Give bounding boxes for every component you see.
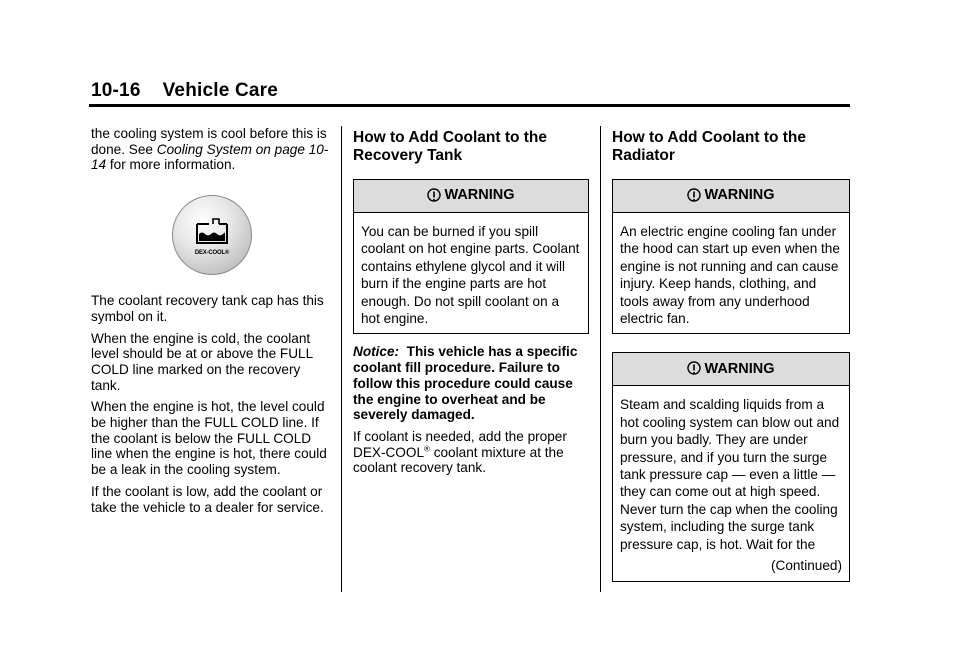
- header-rule: [89, 104, 850, 107]
- continued-label: (Continued): [770, 558, 842, 574]
- notice-label: Notice:: [353, 344, 400, 360]
- paragraph: When the engine is cold, the coolant level should be at or above the FULL COLD line marked on the recovery tank.: [91, 330, 313, 393]
- paragraph: The coolant recovery tank cap has this symbol on it.: [91, 293, 324, 324]
- paragraph: If the coolant is low, add the coolant or take the vehicle to a dealer for service.: [91, 483, 324, 515]
- warning-body: [354, 213, 588, 333]
- warning-label: WARNING: [444, 187, 515, 204]
- cross-reference-link[interactable]: Cooling System on page 10-14: [91, 141, 329, 173]
- dex-cool-symbol: [172, 195, 252, 275]
- warning-icon: [427, 188, 441, 204]
- section-heading: How to Add Coolant to the Radiator: [612, 129, 806, 164]
- column-3: [612, 126, 850, 592]
- warning-label: WARNING: [704, 360, 775, 377]
- warning-text: You can be burned if you spill coolant on hot engine parts. Coolant contains ethylene glycol and it will burn if the engine parts are hot enough. Do not spill coolant on a hot engine.: [361, 224, 580, 327]
- paragraph: If coolant is needed, add the proper DEX-COOL® coolant mixture at the coolant recovery tank.: [353, 428, 567, 476]
- warning-header: [613, 353, 849, 386]
- warning-header: [613, 180, 849, 213]
- page-number: 10-16: [91, 80, 141, 101]
- coolant-tank-icon: [173, 196, 251, 274]
- notice-paragraph: [353, 344, 589, 423]
- warning-box: [353, 179, 589, 334]
- column-1: [91, 126, 333, 521]
- page-header: [91, 80, 278, 102]
- warning-text: Steam and scalding liquids from a hot cooling system can blow out and burn you badly. They are under pressure, and if you turn the surge tank pressure cap — even a little — they can come out at high speed. Never turn the cap when the cooling system, including the surge tank pressure cap, is hot. Wait for the: [620, 397, 840, 552]
- warning-label: WARNING: [704, 187, 775, 204]
- paragraph: the cooling system is cool before this is done. See Cooling System on page 10-14 for more information.: [91, 126, 329, 173]
- section-heading: How to Add Coolant to the Recovery Tank: [353, 129, 547, 164]
- notice-text: This vehicle has a specific coolant fill procedure. Failure to follow this procedure could cause the engine to overheat and be severely damaged.: [353, 344, 578, 423]
- warning-icon: [687, 361, 701, 377]
- warning-body: [613, 386, 849, 580]
- warning-box: [612, 352, 850, 581]
- warning-header: [354, 180, 588, 213]
- column-divider: [341, 126, 342, 592]
- warning-box: [612, 179, 850, 334]
- column-2: [353, 126, 589, 482]
- warning-body: [613, 213, 849, 333]
- column-divider: [600, 126, 601, 592]
- symbol-label: DEX-COOL®: [194, 250, 230, 257]
- warning-text: An electric engine cooling fan under the hood can start up even when the engine is not running and can cause injury. Keep hands, clothing, and tools away from any underhood electric fan.: [620, 224, 840, 327]
- warning-icon: [687, 188, 701, 204]
- section-title: Vehicle Care: [162, 80, 279, 101]
- paragraph: When the engine is hot, the level could be higher than the FULL COLD line. If the coolant is below the FULL COLD line when the engine is hot, there could be a leak in the cooling system.: [91, 399, 327, 478]
